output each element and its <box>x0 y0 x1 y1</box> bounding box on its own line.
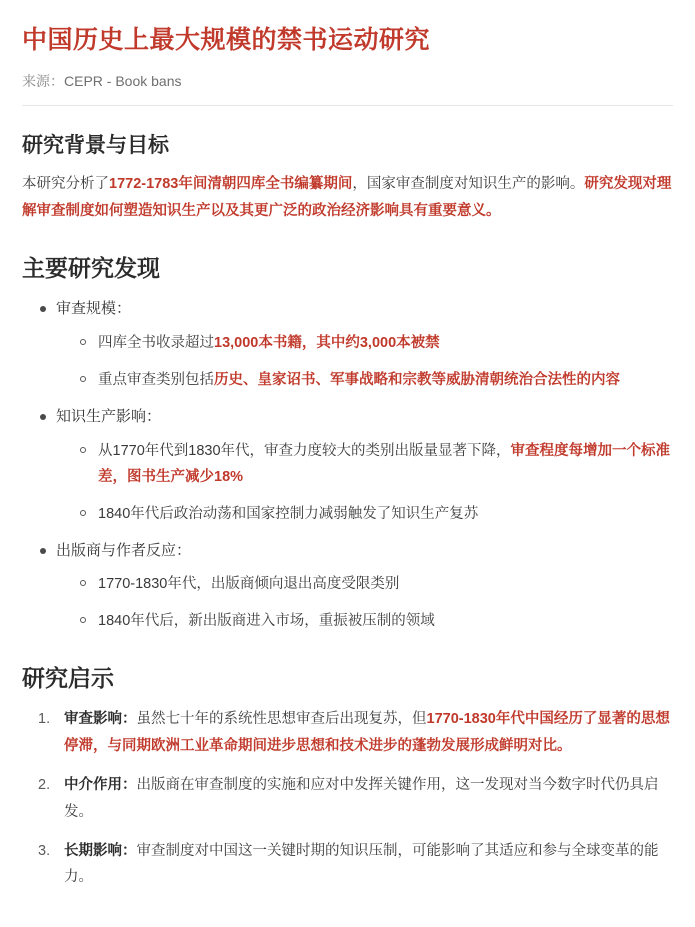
background-text-part1: 本研究分析了 <box>22 175 109 192</box>
source-line <box>22 71 673 106</box>
list-item <box>78 330 673 356</box>
background-highlight-2: 研究发现对理解审查制度如何塑造知识生产以及其更广泛的政治经济影响具有重要意义。 <box>22 175 672 219</box>
list-item <box>38 538 673 635</box>
source-label: 来源： <box>22 72 64 89</box>
finding-sublist <box>56 571 673 634</box>
background-paragraph <box>22 171 673 225</box>
subitem-text: 重点审查类别包括 <box>98 371 214 388</box>
finding-label: 审查规模： <box>56 300 132 318</box>
subitem-highlight: 历史、皇家诏书、军事战略和宗教等威胁清朝统治合法性的内容 <box>214 371 620 388</box>
implication-label: 中介作用： <box>64 776 137 793</box>
list-item <box>38 772 673 826</box>
implications-list <box>22 706 673 891</box>
subitem-text: 四库全书收录超过 <box>98 334 214 351</box>
subitem-highlight: 审查程度每增加一个标准差，图书生产减少18% <box>98 442 671 485</box>
list-item <box>78 571 673 597</box>
implication-label: 长期影响： <box>64 842 137 859</box>
section-title-findings: 主要研究发现 <box>22 255 160 282</box>
list-item <box>38 404 673 527</box>
subitem-text: 1770-1830年代，出版商倾向退出高度受限类别 <box>98 576 400 593</box>
finding-sublist <box>56 330 673 393</box>
finding-label: 知识生产影响： <box>56 408 162 425</box>
implication-text: 虽然七十年的系统性思想审查后出现复苏，但 <box>136 711 427 728</box>
section-title-implications: 研究启示 <box>22 665 114 692</box>
list-item <box>78 608 673 634</box>
page-title: 中国历史上最大规模的禁书运动研究 <box>22 26 431 54</box>
list-item <box>78 438 673 490</box>
background-highlight-1: 1772-1783年间清朝四库全书编纂期间 <box>109 175 353 192</box>
list-item <box>78 501 673 527</box>
list-item <box>38 296 673 393</box>
section-title-background: 研究背景与目标 <box>22 133 169 157</box>
findings-list <box>22 296 673 634</box>
list-item <box>38 838 673 892</box>
subitem-text: 从1770年代到1830年代，审查力度较大的类别出版量显著下降， <box>98 442 511 459</box>
implication-label: 审查影响： <box>64 711 137 728</box>
subitem-text: 1840年代后政治动荡和国家控制力减弱触发了知识生产复苏 <box>98 505 479 522</box>
list-item <box>38 706 673 760</box>
source-value: CEPR - Book bans <box>64 72 182 89</box>
subitem-text: 1840年代后，新出版商进入市场，重振被压制的领域 <box>98 613 435 630</box>
implication-text: 出版商在审查制度的实施和应对中发挥关键作用，这一发现对当今数字时代仍具启发。 <box>64 776 659 820</box>
subitem-highlight: 13,000本书籍，其中约3,000本被禁 <box>214 334 440 351</box>
implication-highlight: 1770-1830年代中国经历了显著的思想停滞，与同期欧洲工业革命期间进步思想和技术进步的蓬勃发展形成鲜明对比。 <box>64 711 670 755</box>
implication-text: 审查制度对中国这一关键时期的知识压制，可能影响了其适应和参与全球变革的能力。 <box>64 842 659 886</box>
list-item <box>78 367 673 393</box>
background-text-part2: ，国家审查制度对知识生产的影响。 <box>352 175 585 192</box>
finding-sublist <box>56 438 673 527</box>
finding-label: 出版商与作者反应： <box>56 541 192 559</box>
